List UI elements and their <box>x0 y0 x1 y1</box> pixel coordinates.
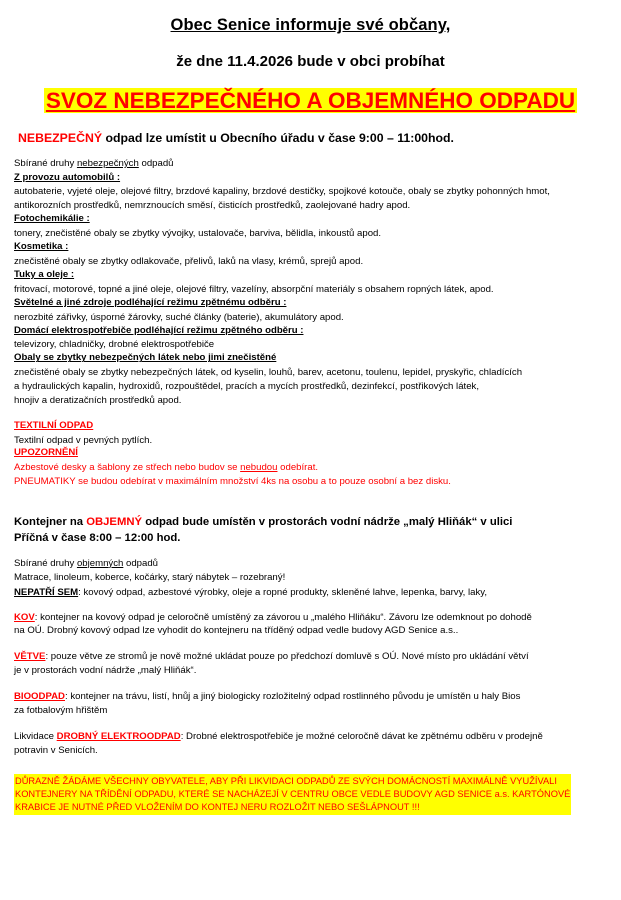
bulky-head-post: odpad bude umístěn v prostorách vodní nádrže „malý Hliňák“ v ulici <box>142 515 513 528</box>
page-headline-text: SVOZ NEBEZPEČNÉHO A OBJEMNÉHO ODPADU <box>45 88 576 113</box>
category-heading-appliances: Domácí elektrospotřebiče podléhající režimu zpětného odběru : <box>14 324 304 336</box>
category-line: a hydraulických kapalin, hydroxidů, rozpouštědel, pracích a mycích prostředků, dezinfekcí, postřikových látek, <box>14 381 479 393</box>
hazardous-lead-rest: odpad lze umístit u Obecního úřadu v čase 9:00 – 11:00hod. <box>102 130 454 145</box>
section-metal <box>14 611 607 639</box>
category-line: hnojiv a deratizačních prostředků apod. <box>14 395 182 407</box>
page-subtitle: že dne 11.4.2026 bude v obci probíhat <box>176 53 445 70</box>
category-line: televizory, chladničky, drobné elektrospotřebiče <box>14 339 215 351</box>
final-notice-line: KRABICE JE NUTNÉ PŘED VLOŽENÍM DO KONTEJ NERU ROZLOŽIT NEBO SEŠLÁPNOUT !!! <box>15 802 420 813</box>
category-line: znečistěné obaly se zbytky odlakovače, přelivů, laků na vlasy, krémů, sprejů apod. <box>14 256 364 268</box>
warning-pre: Azbestové desky a šablony ze střech nebo budov se <box>14 461 241 473</box>
page-headline-highlight <box>14 88 607 114</box>
bulky-collected-underlined: objemných <box>76 557 124 569</box>
category-heading-lights: Světelné a jiné zdroje podléhající režimu zpětnému odběru : <box>14 296 287 308</box>
hazardous-section <box>14 158 607 407</box>
collected-post: odpadů <box>138 157 174 169</box>
bulky-collected-post: odpadů <box>123 557 159 569</box>
section-tag-bioodpad: BIOODPAD <box>14 691 65 703</box>
page-title: Obec Senice informuje své občany, <box>170 16 451 34</box>
textile-line: Textilní odpad v pevných pytlích. <box>14 435 153 447</box>
section-bio-line2: za fotbalovým hřištěm <box>14 705 108 717</box>
section-tag-elektroodpad: DROBNÝ ELEKTROODPAD <box>56 731 181 743</box>
warning-post: odebírat. <box>277 461 319 473</box>
section-tag-kov: KOV <box>14 611 35 623</box>
hazardous-collected-label <box>14 158 607 171</box>
section-branches <box>14 650 607 678</box>
final-notice-line: DŮRAZNĚ ŽÁDÁME VŠECHNY OBYVATELE, ABY PŘI LIKVIDACI ODPADŮ ZE SVÝCH DOMÁCNOSTÍ MAXIMÁLNĚ VYUŽÍVALI <box>15 775 557 786</box>
category-heading-fats: Tuky a oleje : <box>14 269 75 281</box>
final-notice-line: KONTEJNERY NA TŘÍDĚNÍ ODPADU, KTERÉ SE NACHÁZEJÍ V CENTRU OBCE VEDLE BUDOVY AGD SENICE a.s. KARTÓNOVÉ <box>15 789 571 800</box>
section-branches-line2: je v prostorách vodní nádrže „malý Hliňák“. <box>14 665 197 677</box>
small-electro-post: : Drobné elektrospotřebiče je možné celoročně dávat ke zpětnému odběru v prodejně <box>180 731 543 743</box>
category-heading-cosmetics: Kosmetika : <box>14 241 69 253</box>
section-bio <box>14 690 607 718</box>
section-metal-line2: na OÚ. Drobný kovový odpad lze vyhodit do kontejneru na tříděný odpad vedle budovy AGD Senice a.s.. <box>14 625 459 637</box>
collected-underlined: nebezpečných <box>76 157 139 169</box>
warning-line-asbestos <box>14 461 607 474</box>
spacer <box>14 488 607 514</box>
textile-section <box>14 420 607 488</box>
section-tag-vetve: VĚTVE <box>14 651 46 663</box>
hazardous-lead <box>18 131 607 145</box>
bulky-not-belong <box>14 586 607 599</box>
category-line: znečistěné obaly se zbytky nebezpečných látek, od kyselin, louhů, barev, acetonu, toulenu, lepidel, pryskyřic, chladících <box>14 367 523 379</box>
warning-line-tyres: PNEUMATIKY se budou odebírat v maximálním množství 4ks na osobu a to pouze osobní a bez disku. <box>14 475 451 487</box>
section-metal-line1: : kontejner na kovový odpad je celoročně umístěný za závorou u „malého Hliňáku“. Závoru lze odemknout po dohodě <box>34 611 532 623</box>
category-line: tonery, znečistěné obaly se zbytky vývojky, ustalovače, barviva, bělidla, inkoustů apod. <box>14 228 382 240</box>
final-notice <box>14 774 571 816</box>
bulky-heading-line2: Příčná v čase 8:00 – 12:00 hod. <box>14 532 181 545</box>
not-belong-label: NEPATŘÍ SEM <box>14 586 79 598</box>
textile-heading: TEXTILNÍ ODPAD <box>14 420 94 432</box>
bulky-head-pre: Kontejner na <box>14 515 87 528</box>
bulky-keyword: OBJEMNÝ <box>86 515 143 528</box>
small-electro-line2: potravin v Senicích. <box>14 744 98 756</box>
category-heading-packaging: Obaly se zbytky nebezpečných látek nebo jimi znečistěné <box>14 352 277 364</box>
bulky-section <box>14 514 607 599</box>
category-line: autobaterie, vyjeté oleje, olejové filtry, brzdové kapaliny, brzdové destičky, spojkové kotouče, obaly se zbytky pohonných hmot, <box>14 186 550 198</box>
not-belong-text: : kovový odpad, azbestové výrobky, oleje a ropné produkty, skleněné lahve, lepenka, barvy, laky, <box>78 586 487 598</box>
warning-heading: UPOZORNĚNÍ <box>14 447 78 459</box>
section-branches-line1: : pouze větve ze stromů je nově možné ukládat pouze po předchozí domluvě s OÚ. Nové místo pro ukládání větví <box>45 651 529 663</box>
category-heading-photo: Fotochemikálie : <box>14 213 90 225</box>
category-line: nerozbité zářivky, úsporné žárovky, suché články (baterie), akumulátory apod. <box>14 311 344 323</box>
bulky-collected-label <box>14 558 607 571</box>
category-heading-auto: Z provozu automobilů : <box>14 171 121 183</box>
bulky-line: Matrace, linoleum, koberce, kočárky, starý nábytek – rozebraný! <box>14 572 286 584</box>
bulky-collected-pre: Sbírané druhy <box>14 557 77 569</box>
spacer <box>14 547 607 558</box>
collected-pre: Sbírané druhy <box>14 157 77 169</box>
category-line: antikorozních prostředků, nemrznoucích směsí, čisticích prostředků, zaolejované hadry apod. <box>14 200 411 212</box>
category-line: fritovací, motorové, topné a jiné oleje, olejové filtry, vazelíny, absorpční materiály s obsahem ropných látek, apod. <box>14 283 494 295</box>
warning-underlined: nebudou <box>240 461 278 473</box>
section-small-electro <box>14 730 607 758</box>
section-bio-line1: : kontejner na trávu, listí, hnůj a jiný biologicky rozložitelný odpad rostlinného původu je umístěn u haly Bios <box>65 691 521 703</box>
small-electro-pre: Likvidace <box>14 731 57 743</box>
hazardous-keyword: NEBEZPEČNÝ <box>18 130 103 145</box>
bulky-heading <box>14 514 607 530</box>
